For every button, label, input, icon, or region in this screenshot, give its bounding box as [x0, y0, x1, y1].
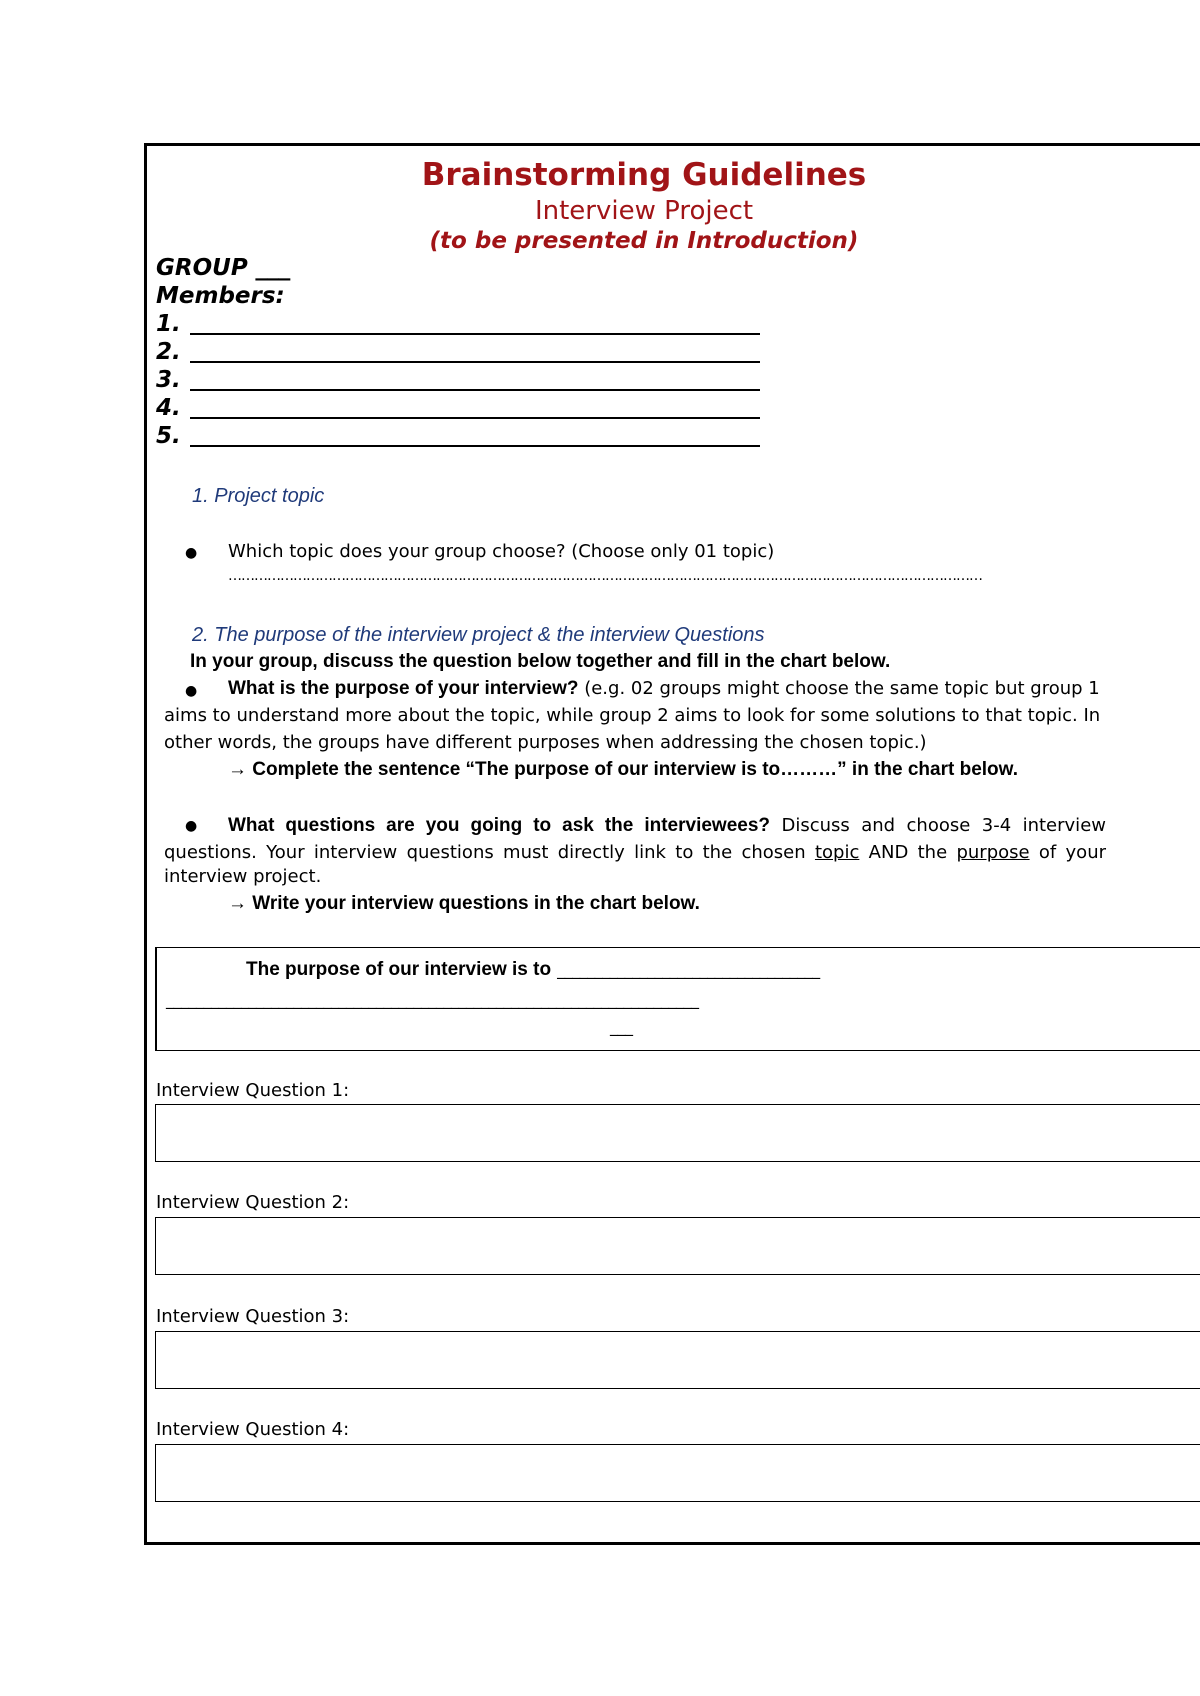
section1-question: Which topic does your group choose? (Choose only 01 topic)	[228, 541, 775, 562]
member-number: 3.	[156, 367, 181, 393]
interview-question-box[interactable]	[155, 1444, 1200, 1502]
section2-instruction: In your group, discuss the question below together and fill in the chart below.	[190, 651, 891, 672]
interview-question-label: Interview Question 3:	[156, 1306, 350, 1327]
bullet-icon: ●	[185, 683, 198, 699]
questions-prompt-bold: What questions are you going to ask the interviewees?	[228, 815, 771, 836]
member-blank-line[interactable]	[190, 311, 760, 335]
member-blank-line[interactable]	[190, 423, 760, 447]
purpose-question-line3: other words, the groups have different purposes when addressing the chosen topic.)	[164, 732, 927, 753]
questions-prompt-text: AND the	[859, 842, 957, 863]
document-title: Brainstorming Guidelines	[421, 157, 867, 193]
purpose-question-bold: What is the purpose of your interview?	[228, 678, 579, 699]
purpose-action: → Complete the sentence “The purpose of our interview is to………” in the chart below.	[228, 759, 1019, 780]
purpose-blank[interactable]: _______________________________________________________________________	[166, 990, 699, 1009]
member-row[interactable]	[156, 367, 190, 395]
purpose-chart-label: The purpose of our interview is to	[246, 959, 552, 980]
member-row[interactable]	[156, 423, 190, 451]
section1-heading: 1. Project topic	[192, 485, 325, 507]
purpose-blank[interactable]: ___	[610, 1017, 633, 1036]
purpose-question-line1	[228, 678, 1100, 700]
section1-answer-line[interactable]: …………………………………………………………………………………………………………………………………………………………	[228, 568, 982, 584]
questions-prompt-line2	[164, 839, 1106, 866]
document-subtitle: Interview Project	[534, 196, 754, 226]
member-row[interactable]	[156, 395, 190, 423]
purpose-chart-line1	[246, 958, 820, 981]
purpose-blank[interactable]: ___________________________________	[557, 960, 820, 979]
interview-question-box[interactable]	[155, 1104, 1200, 1162]
document-note: (to be presented in Introduction)	[429, 228, 859, 254]
bullet-icon: ●	[185, 545, 198, 561]
questions-prompt-text: questions. Your interview questions must directly link to the chosen	[164, 842, 815, 863]
section2-heading: 2. The purpose of the interview project & the interview Questions	[192, 624, 765, 646]
member-number: 1.	[156, 311, 181, 337]
interview-question-label: Interview Question 1:	[156, 1080, 350, 1101]
member-row[interactable]	[156, 339, 190, 367]
interview-question-box[interactable]	[155, 1331, 1200, 1389]
member-blank-line[interactable]	[190, 367, 760, 391]
group-label: GROUP ___	[156, 255, 291, 281]
purpose-question-text: (e.g. 02 groups might choose the same topic but group 1	[578, 678, 1100, 699]
questions-prompt-line3: interview project.	[164, 866, 322, 887]
interview-question-label: Interview Question 2:	[156, 1192, 350, 1213]
member-number: 5.	[156, 423, 181, 449]
interview-question-label: Interview Question 4:	[156, 1419, 350, 1440]
bullet-icon: ●	[185, 818, 198, 834]
interview-question-box[interactable]	[155, 1217, 1200, 1275]
member-number: 4.	[156, 395, 181, 421]
questions-prompt-line1	[228, 812, 1106, 839]
purpose-underlined: purpose	[956, 842, 1030, 863]
member-row[interactable]	[156, 311, 190, 339]
questions-action: → Write your interview questions in the chart below.	[228, 893, 700, 914]
member-number: 2.	[156, 339, 181, 365]
member-blank-line[interactable]	[190, 339, 760, 363]
purpose-question-line2: aims to understand more about the topic, while group 2 aims to look for some solutions to that topic. In	[164, 705, 1101, 726]
member-blank-line[interactable]	[190, 395, 760, 419]
questions-prompt-text: Discuss and choose 3-4 interview	[770, 815, 1106, 836]
topic-underlined: topic	[814, 842, 860, 863]
members-label: Members:	[156, 283, 285, 309]
questions-prompt-text: of your	[1029, 842, 1107, 863]
